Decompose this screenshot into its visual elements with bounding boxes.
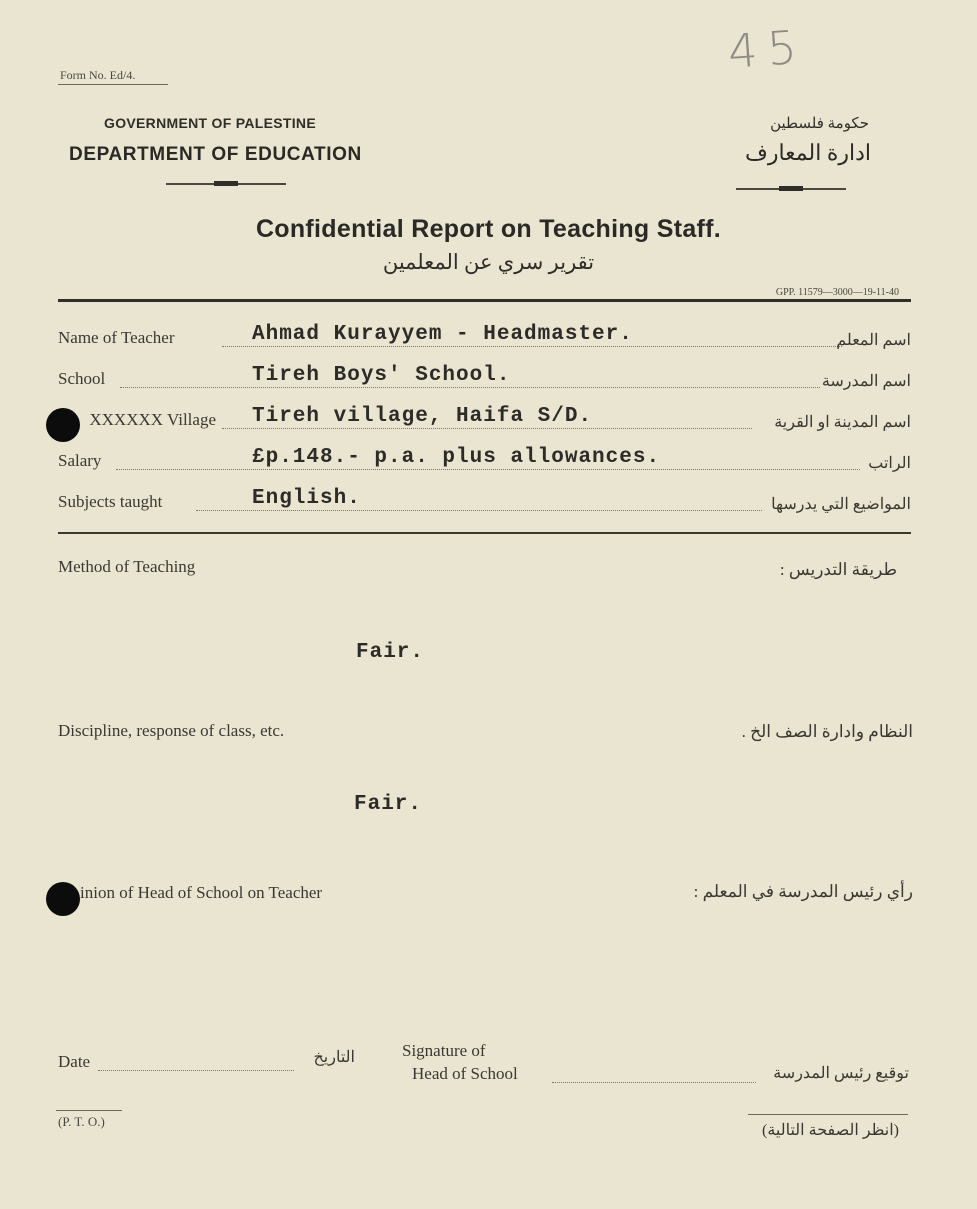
field-dotted-line	[222, 428, 752, 429]
section-label-method: Method of Teaching	[58, 557, 196, 576]
pto-note-ar: (انظر الصفحة التالية)	[761, 1122, 899, 1139]
gpp-code: GPP. 11579—3000—19-11-40	[775, 287, 899, 298]
signature-label-line1: Signature of	[402, 1041, 486, 1060]
field-dotted-line	[120, 387, 820, 388]
field-label-village: XXXXXX Village	[89, 410, 216, 429]
punch-hole	[46, 882, 80, 916]
field-dotted-line	[116, 469, 860, 470]
signature-label-ar: توقيع رئيس المدرسة	[773, 1065, 909, 1082]
form-number: Form No. Ed/4.	[60, 68, 136, 82]
field-label-ar-salary: الراتب	[868, 455, 911, 472]
signature-label-line2: Head of School	[412, 1064, 518, 1083]
field-dotted-line	[222, 346, 842, 347]
pto-note: (P. T. O.)	[58, 1114, 105, 1129]
header-ornament-right	[736, 188, 846, 190]
pto-ar-overline	[748, 1114, 908, 1115]
section-label-head-opinion: inion of Head of School on Teacher	[80, 883, 323, 902]
header-divider	[58, 299, 911, 302]
field-value-village: Tireh village, Haifa S/D.	[252, 405, 593, 428]
field-value-school: Tireh Boys' School.	[252, 364, 511, 387]
field-value-teacher-name: Ahmad Kurayyem - Headmaster.	[252, 323, 633, 346]
section-label-ar-head-opinion: رأي رئيس المدرسة في المعلم :	[693, 882, 913, 901]
section-label-ar-discipline: النظام وادارة الصف الخ .	[741, 722, 913, 741]
field-label-ar-teacher-name: اسم المعلم	[836, 332, 911, 349]
department-heading-ar: ادارة المعارف	[745, 140, 871, 165]
date-dotted-line	[98, 1070, 294, 1071]
form-number-underline	[58, 84, 168, 85]
field-label-ar-subjects: المواضيع التي يدرسها	[771, 496, 911, 513]
field-label-salary: Salary	[58, 451, 102, 470]
field-dotted-line	[196, 510, 762, 511]
field-label-teacher-name: Name of Teacher	[58, 328, 175, 347]
field-value-salary: £p.148.- p.a. plus allowances.	[252, 446, 661, 469]
government-heading-ar: حكومة فلسطين	[770, 116, 869, 132]
page-number: 45	[726, 19, 809, 79]
report-title-en: Confidential Report on Teaching Staff.	[255, 215, 722, 243]
header-ornament-left	[166, 183, 286, 185]
date-label-ar: التاريخ	[313, 1049, 355, 1066]
department-heading-en: DEPARTMENT OF EDUCATION	[69, 144, 362, 165]
field-label-ar-village: اسم المدينة او القرية	[774, 414, 911, 431]
field-label-ar-school: اسم المدرسة	[821, 373, 911, 390]
section-value-method: Fair.	[356, 641, 425, 664]
section-label-discipline: Discipline, response of class, etc.	[58, 721, 285, 740]
report-title-ar: تقرير سري عن المعلمين	[382, 250, 595, 274]
field-label-school: School	[58, 369, 106, 388]
field-label-subjects: Subjects taught	[58, 492, 163, 511]
pto-overline	[56, 1110, 122, 1111]
punch-hole	[46, 408, 80, 442]
section-label-ar-method: طريقة التدريس :	[779, 560, 897, 579]
section-value-discipline: Fair.	[354, 793, 423, 816]
field-value-subjects: English.	[252, 487, 361, 510]
date-label: Date	[58, 1052, 91, 1071]
fields-divider	[58, 532, 911, 534]
government-heading-en: GOVERNMENT OF PALESTINE	[104, 115, 316, 131]
signature-dotted-line	[552, 1082, 756, 1083]
